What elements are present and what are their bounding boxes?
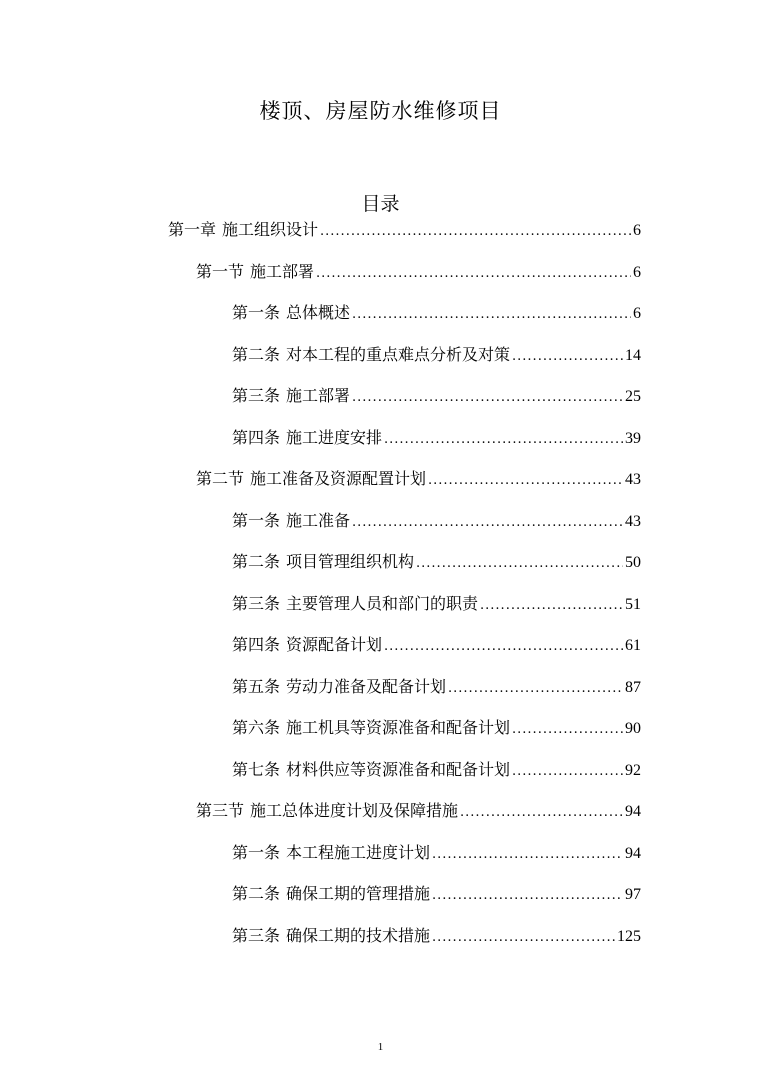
toc-entry-page: 90 (625, 720, 641, 737)
toc-entry-page: 6 (633, 305, 641, 322)
toc-entry-label (168, 218, 318, 242)
toc-dot-leader (512, 760, 623, 784)
toc-entry-number: 第一章 (168, 220, 217, 239)
toc-entry[interactable] (232, 592, 641, 616)
toc-entry[interactable] (232, 301, 641, 325)
toc-entry-number: 第一条 (232, 511, 281, 530)
toc-entry-text: 材料供应等资源准备和配备计划 (286, 760, 511, 779)
toc-dot-leader (384, 428, 623, 452)
toc-entry[interactable] (196, 260, 641, 284)
toc-entry-number: 第二条 (232, 345, 281, 364)
toc-entry-page: 25 (625, 388, 641, 405)
toc-entry-text: 资源配备计划 (286, 635, 383, 654)
toc-dot-leader (432, 843, 623, 867)
toc-entry-number: 第三条 (232, 386, 281, 405)
toc-dot-leader (512, 345, 623, 369)
toc-entry-page: 51 (625, 596, 641, 613)
toc-dot-leader (316, 262, 631, 286)
toc-dot-leader (432, 884, 623, 908)
toc-entry-page: 97 (625, 886, 641, 903)
toc-entry-page: 6 (633, 264, 641, 281)
toc-entry-label (232, 882, 430, 906)
toc-entry[interactable] (232, 675, 641, 699)
toc-entry-label (196, 799, 458, 823)
toc-entry-page: 39 (625, 430, 641, 447)
toc-entry-text: 主要管理人员和部门的职责 (286, 594, 479, 613)
toc-dot-leader (480, 594, 623, 618)
toc-entry-text: 本工程施工进度计划 (286, 843, 431, 862)
toc-entry-label (232, 592, 478, 616)
toc-entry-text: 施工总体进度计划及保障措施 (250, 801, 459, 820)
toc-entry[interactable] (232, 426, 641, 450)
toc-entry-text: 确保工期的管理措施 (286, 884, 431, 903)
toc-entry-label (232, 301, 350, 325)
toc-entry-page: 14 (625, 347, 641, 364)
toc-entry-number: 第四条 (232, 428, 281, 447)
toc-entry-page: 50 (625, 554, 641, 571)
toc-entry-page: 87 (625, 679, 641, 696)
toc-entry-number: 第二节 (196, 469, 245, 488)
toc-entry-number: 第四条 (232, 635, 281, 654)
toc-entry-number: 第五条 (232, 677, 281, 696)
toc-dot-leader (352, 511, 623, 535)
toc-dot-leader (460, 801, 623, 825)
toc-entry-text: 施工准备 (286, 511, 351, 530)
toc-entry-label (232, 550, 414, 574)
toc-dot-leader (352, 386, 623, 410)
toc-entry[interactable] (232, 343, 641, 367)
toc-dot-leader (352, 303, 631, 327)
toc-heading: 目录 (361, 193, 400, 215)
toc-entry[interactable] (196, 799, 641, 823)
toc-entry-number: 第三条 (232, 594, 281, 613)
toc-entry-number: 第三节 (196, 801, 245, 820)
toc-entry-page: 94 (625, 845, 641, 862)
toc-entry-label (232, 758, 510, 782)
toc-entry-page: 6 (633, 222, 641, 239)
toc-entry-label (232, 343, 510, 367)
toc-entry-page: 125 (617, 928, 641, 945)
toc-entry[interactable] (168, 218, 641, 242)
toc-entry[interactable] (232, 633, 641, 657)
toc-dot-leader (448, 677, 623, 701)
toc-entry-label (232, 716, 510, 740)
toc-entry-text: 施工组织设计 (222, 220, 319, 239)
toc-entry-number: 第一条 (232, 843, 281, 862)
toc-entry-label (232, 426, 382, 450)
toc-entry[interactable] (232, 882, 641, 906)
toc-entry-page: 61 (625, 637, 641, 654)
toc-entry-page: 94 (625, 803, 641, 820)
toc-entry[interactable] (196, 467, 641, 491)
toc-entry-label (232, 841, 430, 865)
toc-dot-leader (320, 220, 631, 244)
toc-entry-label (232, 509, 350, 533)
toc-entry[interactable] (232, 384, 641, 408)
toc-entry-label (232, 384, 350, 408)
toc-entry-text: 施工准备及资源配置计划 (250, 469, 427, 488)
toc-entry-label (196, 467, 426, 491)
toc-entry-number: 第二条 (232, 552, 281, 571)
toc-dot-leader (384, 635, 623, 659)
toc-entry[interactable] (232, 924, 641, 948)
toc-entry[interactable] (232, 550, 641, 574)
toc-entry-text: 总体概述 (286, 303, 351, 322)
toc-entry[interactable] (232, 509, 641, 533)
toc-dot-leader (416, 552, 623, 576)
toc-entry-number: 第六条 (232, 718, 281, 737)
toc-entry-text: 施工机具等资源准备和配备计划 (286, 718, 511, 737)
toc-entry-page: 92 (625, 762, 641, 779)
toc-dot-leader (512, 718, 623, 742)
toc-entry-number: 第三条 (232, 926, 281, 945)
toc-entry-number: 第一条 (232, 303, 281, 322)
toc-entry[interactable] (232, 841, 641, 865)
toc-dot-leader (428, 469, 623, 493)
toc-entry-label (232, 633, 382, 657)
toc-entry-text: 对本工程的重点难点分析及对策 (286, 345, 511, 364)
toc-entry-text: 确保工期的技术措施 (286, 926, 431, 945)
toc-entry-label (232, 924, 430, 948)
toc-entry-label (232, 675, 446, 699)
toc-entry-page: 43 (625, 513, 641, 530)
toc-entry-label (196, 260, 314, 284)
toc-entry-text: 劳动力准备及配备计划 (286, 677, 447, 696)
toc-entry-text: 施工进度安排 (286, 428, 383, 447)
toc-entry-number: 第一节 (196, 262, 245, 281)
toc-entry-text: 施工部署 (250, 262, 315, 281)
toc-entry-page: 43 (625, 471, 641, 488)
document-title: 楼顶、房屋防水维修项目 (259, 99, 502, 123)
page-number: 1 (377, 1041, 384, 1053)
toc-entry[interactable] (232, 716, 641, 740)
toc-entry[interactable] (232, 758, 641, 782)
toc-dot-leader (432, 926, 615, 950)
toc-entry-text: 项目管理组织机构 (286, 552, 415, 571)
toc-entry-number: 第二条 (232, 884, 281, 903)
toc-entry-text: 施工部署 (286, 386, 351, 405)
toc-entry-number: 第七条 (232, 760, 281, 779)
